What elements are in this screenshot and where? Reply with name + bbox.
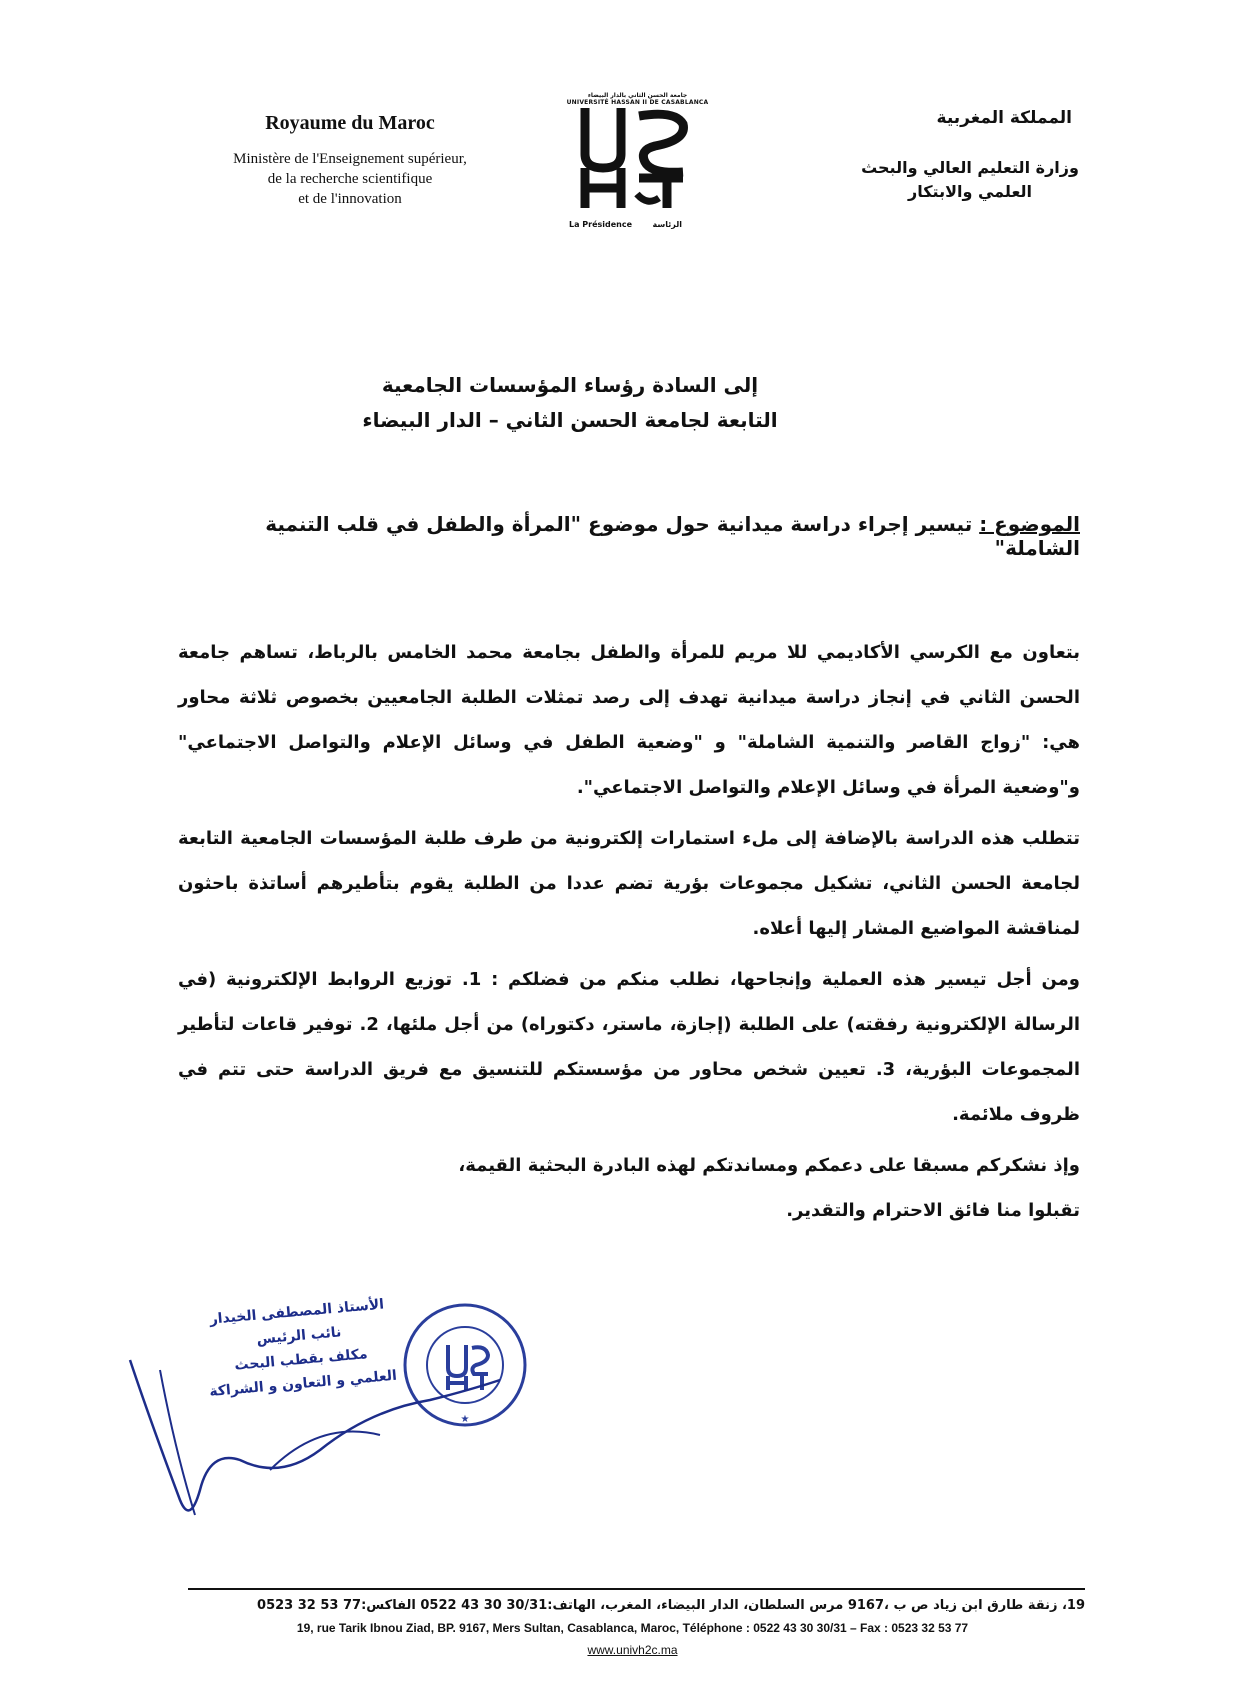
- subject-line: [180, 512, 1080, 560]
- university-logo: [555, 92, 720, 232]
- logo-university-name: [555, 92, 720, 106]
- logo-presidence-fr: La Présidence: [569, 220, 633, 229]
- signature-block: [196, 1291, 404, 1404]
- ministry-line-fr-3: et de l'innovation: [298, 191, 402, 207]
- addressee-line-2: التابعة لجامعة الحسن الثاني – الدار البيضاء: [362, 408, 778, 432]
- header-arabic: [790, 108, 1080, 204]
- svg-text:★: ★: [460, 1414, 470, 1425]
- kingdom-title-fr: Royaume du Maroc: [265, 112, 435, 134]
- body-paragraph-2: تتطلب هذه الدراسة بالإضافة إلى ملء استمارات إلكترونية من طرف طلبة المؤسسات الجامعية التابعة لجامعة الحسن الثاني، تشكيل مجموعات بؤرية تضم عددا من الطلبة يقوم بتأطيرهم أساتذة باحثون لمناقشة المواضيع المشار إليها أعلاه.: [178, 828, 1080, 939]
- body-paragraph-3: ومن أجل تيسير هذه العملية وإنجاحها، نطلب منكم من فضلكم : 1. توزيع الروابط الإلكترونية (في الرسالة الإلكترونية رفقته) على الطلبة (إجازة، ماستر، دكتوراه) من أجل ملئها، 2. توفير قاعات لتأطير المجموعات البؤرية، 3. تعيين شخص محاور من مؤسستكم للتنسيق مع فريق الدراسة حتى تتم في ظروف ملائمة.: [178, 969, 1080, 1125]
- logo-univ-fr: UNIVERSITÉ HASSAN II DE CASABLANCA: [566, 99, 709, 106]
- letter-body: [178, 630, 1080, 1239]
- logo-univ-ar: جامعة الحسن الثاني بالدار البيضاء: [587, 92, 688, 99]
- kingdom-title-ar: المملكة المغربية: [936, 108, 1072, 128]
- subject-text: تيسير إجراء دراسة ميدانية حول موضوع "المرأة والطفل في قلب التنمية الشاملة": [265, 512, 1080, 560]
- subject-label: الموضوع :: [979, 512, 1080, 536]
- footer-address-fr: 19, rue Tarik Ibnou Ziad, BP. 9167, Mers Sultan, Casablanca, Maroc, Téléphone : 0522 43 30 30/31 – Fax : 0523 32 53 77: [296, 1621, 969, 1635]
- addressee-block: [300, 368, 840, 438]
- ministry-line-ar-1: وزارة التعليم العالي والبحث: [861, 158, 1079, 177]
- body-paragraph-4: وإذ نشكركم مسبقا على دعمكم ومساندتكم لهذه البادرة البحثية القيمة،: [458, 1155, 1080, 1176]
- logo-presidence-ar: الرئاسة: [652, 220, 682, 229]
- ministry-line-fr-1: Ministère de l'Enseignement supérieur,: [233, 151, 467, 167]
- body-paragraph-1: بتعاون مع الكرسي الأكاديمي للا مريم للمرأة والطفل بجامعة محمد الخامس بالرباط، تساهم جامعة الحسن الثاني في إنجاز دراسة ميدانية تهدف إلى رصد تمثلات الطلبة الجامعيين بخصوص ثلاثة محاور هي: "زواج القاصر والتنمية الشاملة" و "وضعية الطفل في وسائل الإعلام والتواصل الاجتماعي" و"وضعية المرأة في وسائل الإعلام والتواصل الاجتماعي".: [178, 642, 1080, 798]
- ministry-line-ar-2: العلمي والابتكار: [908, 182, 1032, 201]
- body-paragraph-5: تقبلوا منا فائق الاحترام والتقدير.: [786, 1200, 1080, 1221]
- ministry-line-fr-2: de la recherche scientifique: [267, 171, 433, 187]
- signatory-title-2: مكلف بقطب البحث: [233, 1346, 369, 1374]
- uh2c-logo-icon: [555, 106, 720, 211]
- addressee-line-1: إلى السادة رؤساء المؤسسات الجامعية: [381, 373, 759, 397]
- header-french: [150, 112, 550, 209]
- signatory-title-3: العلمي و التعاون و الشراكة: [208, 1367, 398, 1401]
- signatory-name: الأستاذ المصطفى الخيدار: [209, 1296, 385, 1328]
- signatory-title-1: نائب الرئيس: [255, 1324, 342, 1348]
- footer-address-ar: 19، زنقة طارق ابن زياد ص ب ،9167 مرس السلطان، الدار البيضاء، المغرب، الهاتف:30/31 30 43 0522 الفاكس:77 53 32 0523: [257, 1598, 1085, 1613]
- footer: [180, 1595, 1085, 1661]
- footer-divider: [188, 1588, 1085, 1590]
- footer-website-link[interactable]: www.univh2c.ma: [587, 1643, 678, 1657]
